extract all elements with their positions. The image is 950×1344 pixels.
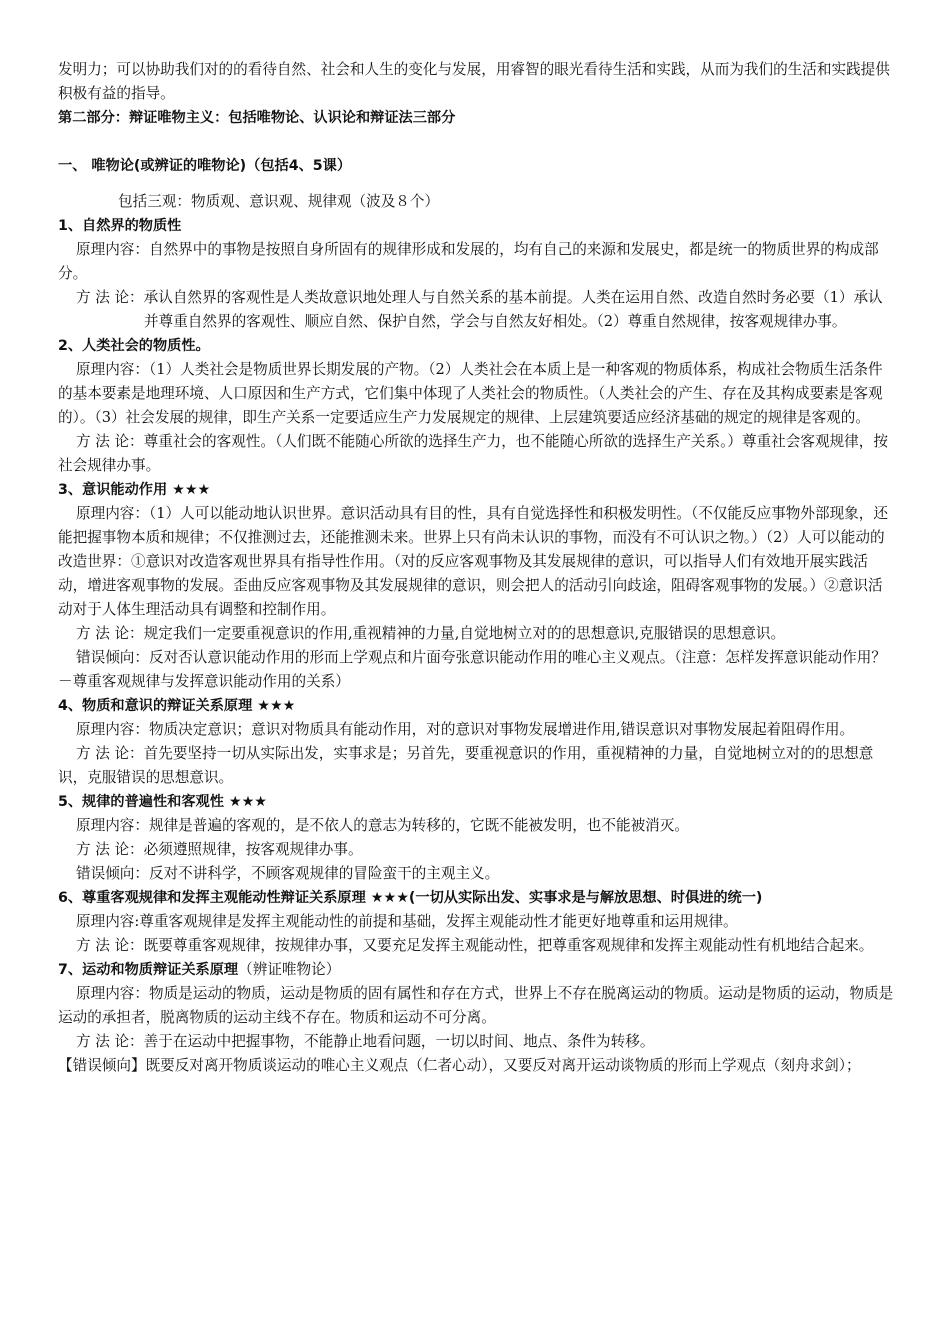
item5-title: 5、规律的普遍性和客观性 ★★★ — [58, 794, 268, 810]
item2-title: 2、人类社会的物质性。 — [58, 338, 210, 354]
item6-method: 方 法 论：既要尊重客观规律，按规律办事，又要充足发挥主观能动性，把尊重客观规律和发挥主观能动性有机地结合起来。 — [76, 937, 874, 954]
item2-method: 方 法 论：尊重社会的客观性。（人们既不能随心所欲的选择生产力，也不能随心所欲的选择生产关系。）尊重社会客观规律，按社会规律办事。 — [58, 433, 888, 474]
item1-title: 1、自然界的物质性 — [58, 218, 182, 234]
document-page — [58, 58, 894, 1078]
item5-principle: 原理内容：规律是普遍的客观的，是不依人的意志为转移的，它既不能被发明，也不能被消灭。 — [76, 817, 689, 834]
section1-title: 一、 唯物论(或辨证的唯物论)（包括4、5课） — [58, 158, 352, 174]
item5-error: 错误倾向：反对不讲科学，不顾客观规律的冒险蛮干的主观主义。 — [76, 865, 500, 882]
intro-paragraph: 发明力；可以协助我们对的的看待自然、社会和人生的变化与发展，用睿智的眼光看待生活和实践，从而为我们的生活和实践提供积极有益的指导。 — [58, 61, 890, 102]
item3-title: 3、意识能动作用 ★★★ — [58, 482, 211, 498]
item7-principle: 原理内容：物质是运动的物质，运动是物质的固有属性和存在方式，世界上不存在脱离运动的物质。运动是物质的运动，物质是运动的承担者，脱离物质的运动主线不存在。物质和运动不可分离。 — [58, 985, 894, 1026]
item7-title-suffix: （辨证唯物论） — [238, 961, 341, 978]
item3-principle: 原理内容：（1）人可以能动地认识世界。意识活动具有目的性，具有自觉选择性和积极发明性。（不仅能反应事物外部现象，还能把握事物本质和规律；不仅推测过去，还能推测未来。世界上只有尚未认识的事物，而没有不可认识之物。）（2）人可以能动的改造世界：①意识对改造客观世界具有指导性作用。（对的反应客观事物及其发展规律的意识，可以指导人们有效地开展实践活动，增进客观事物的发展。歪曲反应客观事物及其发展规律的意识，则会把人的活动引向歧途，阻碍客观事物的发展。）②意识活动对于人体生理活动具有调整和控制作用。 — [58, 505, 888, 618]
section1-subtitle: 包括三观：物质观、意识观、规律观（波及８个） — [118, 193, 440, 210]
item6-principle: 原理内容:尊重客观规律是发挥主观能动性的前提和基础，发挥主观能动性才能更好地尊重和运用规律。 — [76, 913, 738, 930]
item6-title: 6、尊重客观规律和发挥主观能动性辩证关系原理 ★★★(一切从实际出发、实事求是与解放思想、时俱进的统一) — [58, 890, 763, 906]
item5-method: 方 法 论：必须遵照规律，按客观规律办事。 — [76, 841, 363, 858]
item7-error: 【错误倾向】既要反对离开物质谈运动的唯心主义观点（仁者心动），又要反对离开运动谈物质的形而上学观点（刻舟求剑）； — [58, 1057, 861, 1074]
item7-method: 方 法 论：善于在运动中把握事物，不能静止地看问题，一切以时间、地点、条件为转移。 — [76, 1033, 655, 1050]
item3-method: 方 法 论：规定我们一定要重视意识的作用,重视精神的力量,自觉地树立对的的思想意识,克服错误的思想意识。 — [76, 625, 786, 642]
item4-method: 方 法 论：首先要坚持一切从实际出发，实事求是；另首先，要重视意识的作用，重视精神的力量，自觉地树立对的的思想意识，克服错误的思想意识。 — [58, 745, 874, 786]
item7-title-line — [58, 958, 894, 982]
part2-title: 第二部分：辩证唯物主义：包括唯物论、认识论和辩证法三部分 — [58, 110, 456, 126]
item1-method: 方 法 论：承认自然界的客观性是人类故意识地处理人与自然关系的基本前提。人类在运用自然、改造自然时务必要（1）承认并尊重自然界的客观性、顺应自然、保护自然，学会与自然友好相处。（2）尊重自然规律，按客观规律办事。 — [76, 289, 883, 330]
item4-principle: 原理内容：物质决定意识；意识对物质具有能动作用，对的意识对事物发展增进作用,错误意识对事物发展起着阻碍作用。 — [76, 721, 855, 738]
item4-title: 4、物质和意识的辩证关系原理 ★★★ — [58, 698, 296, 714]
item1-principle: 原理内容：自然界中的事物是按照自身所固有的规律形成和发展的，均有自己的来源和发展史，都是统一的物质世界的构成部分。 — [58, 241, 879, 282]
item3-error: 错误倾向：反对否认意识能动作用的形而上学观点和片面夸张意识能动作用的唯心主义观点。（注意：怎样发挥意识能动作用？－尊重客观规律与发挥意识能动作用的关系） — [58, 649, 886, 690]
item7-title: 7、运动和物质辩证关系原理 — [58, 962, 239, 978]
item2-principle: 原理内容：（1）人类社会是物质世界长期发展的产物。（2）人类社会在本质上是一种客观的物质体系，构成社会物质生活条件的基本要素是地理环境、人口原因和生产方式，它们集中体现了人类社会的物质性。（人类社会的产生、存在及其构成要素是客观的）。（3）社会发展的规律，即生产关系一定要适应生产力发展规定的规律、上层建筑要适应经济基础的规定的规律是客观的。 — [58, 361, 883, 426]
